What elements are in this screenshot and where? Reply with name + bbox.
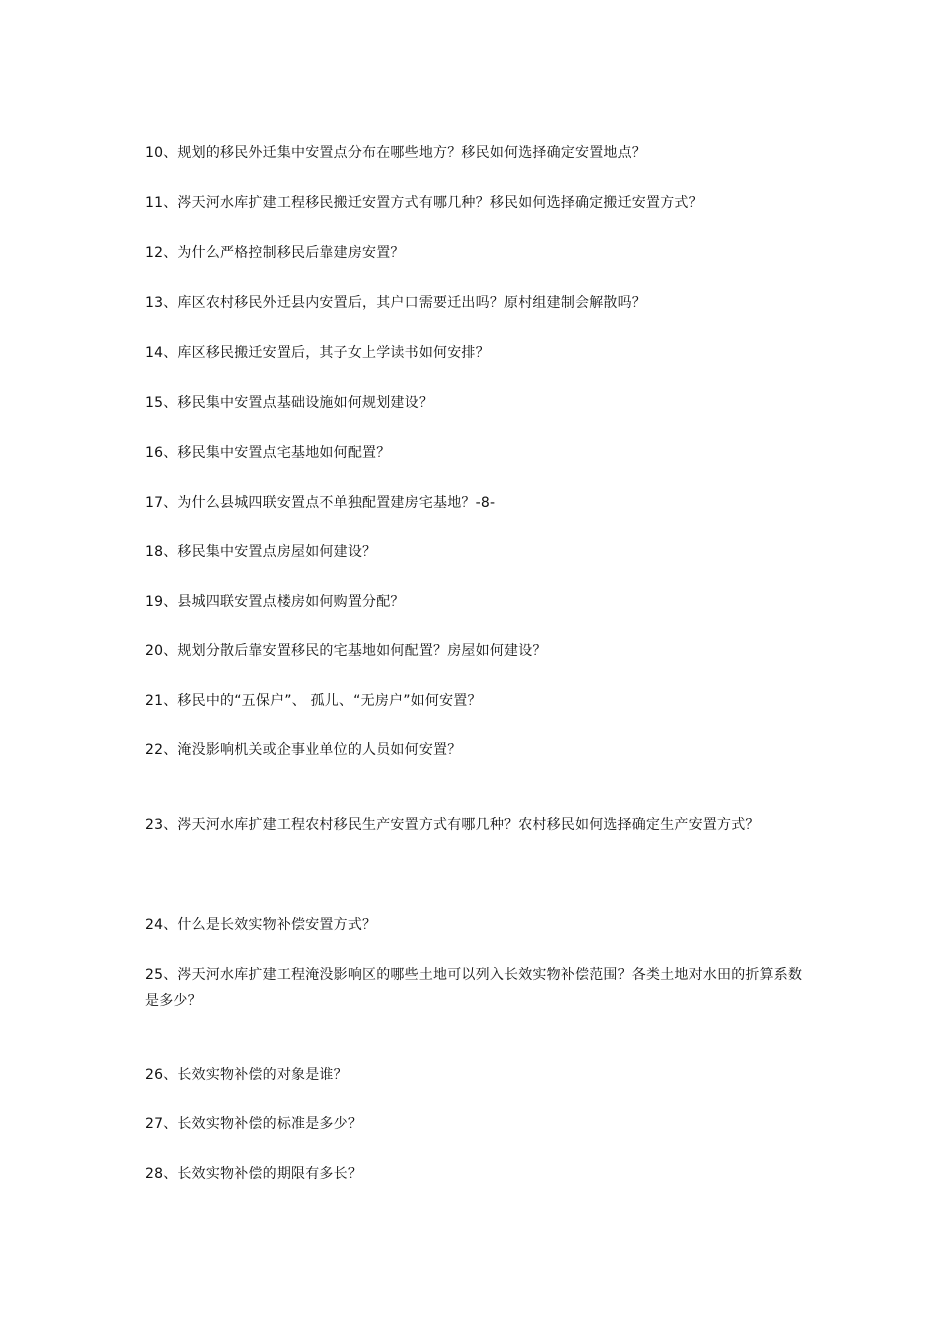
- question-21: 21、移民中的“五保户”、 孤儿、“无房户”如何安置？: [145, 693, 482, 709]
- question-14: 14、库区移民搬迁安置后，其子女上学读书如何安排？: [145, 345, 490, 361]
- question-17: 17、为什么县城四联安置点不单独配置建房宅基地？-8-: [145, 495, 496, 511]
- question-15: 15、移民集中安置点基础设施如何规划建设？: [145, 395, 434, 411]
- question-20: 20、规划分散后靠安置移民的宅基地如何配置？房屋如何建设？: [145, 643, 547, 659]
- question-22: 22、淹没影响机关或企事业单位的人员如何安置？: [145, 742, 462, 758]
- question-16: 16、移民集中安置点宅基地如何配置？: [145, 445, 391, 461]
- question-26: 26、长效实物补偿的对象是谁？: [145, 1067, 348, 1083]
- question-18: 18、移民集中安置点房屋如何建设？: [145, 544, 377, 560]
- question-19: 19、县城四联安置点楼房如何购置分配？: [145, 594, 405, 610]
- question-28: 28、长效实物补偿的期限有多长？: [145, 1166, 363, 1182]
- question-10: 10、规划的移民外迁集中安置点分布在哪些地方？移民如何选择确定安置地点？: [145, 145, 647, 161]
- question-12: 12、为什么严格控制移民后靠建房安置？: [145, 245, 405, 261]
- question-23: 23、涔天河水库扩建工程农村移民生产安置方式有哪几种？农村移民如何选择确定生产安置方式？: [145, 817, 760, 833]
- question-13: 13、库区农村移民外迁县内安置后，其户口需要迁出吗？原村组建制会解散吗？: [145, 295, 647, 311]
- question-27: 27、长效实物补偿的标准是多少？: [145, 1116, 363, 1132]
- question-25: 25、涔天河水库扩建工程淹没影响区的哪些土地可以列入长效实物补偿范围？各类土地对水田的折算系数是多少？: [145, 967, 803, 1009]
- question-11: 11、涔天河水库扩建工程移民搬迁安置方式有哪几种？移民如何选择确定搬迁安置方式？: [145, 195, 703, 211]
- question-24: 24、什么是长效实物补偿安置方式？: [145, 917, 377, 933]
